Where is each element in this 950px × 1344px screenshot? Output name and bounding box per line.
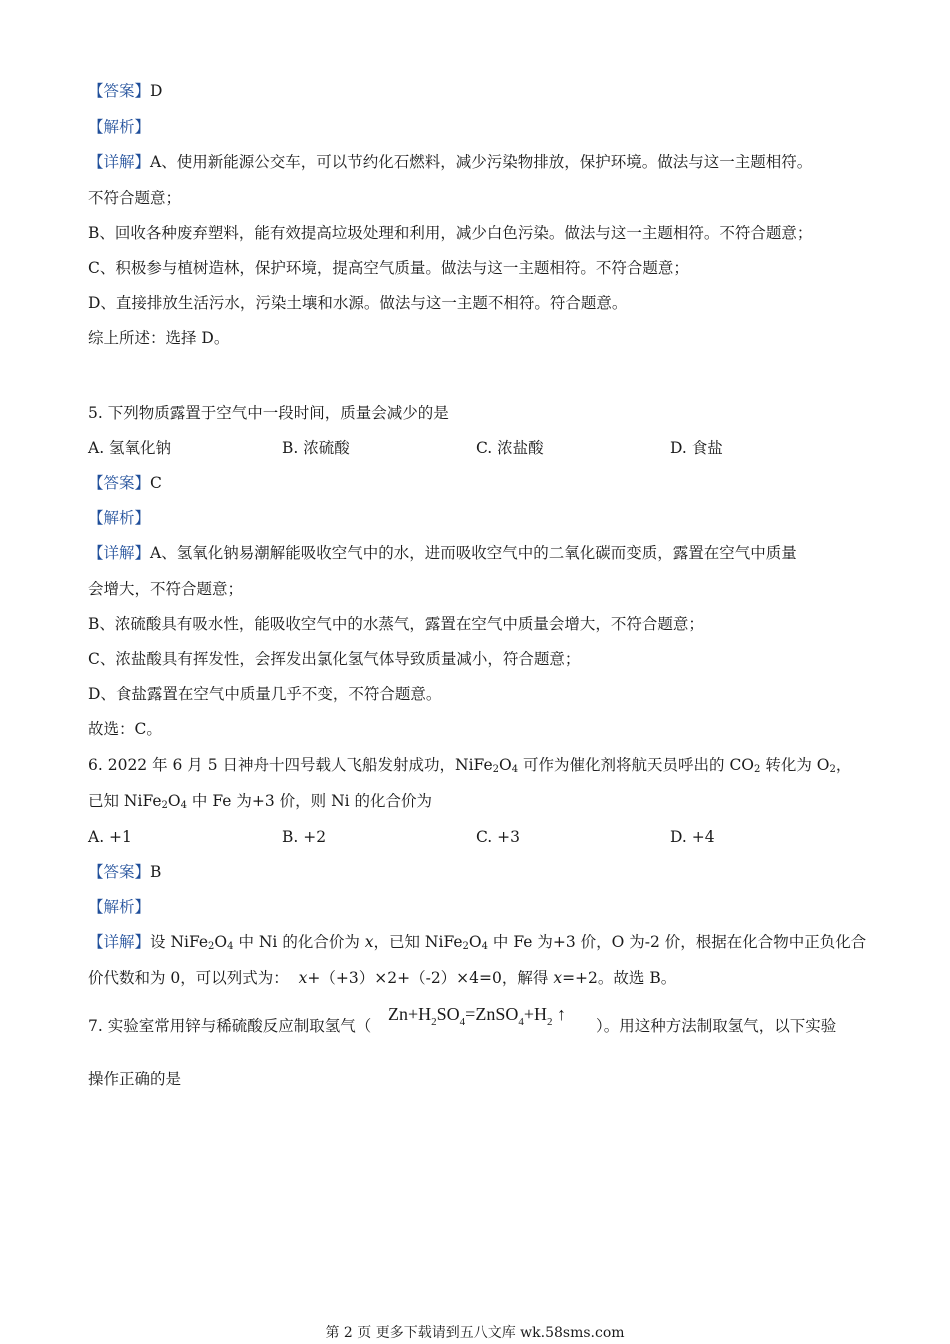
q5-stem: 5. 下列物质露置于空气中一段时间，质量会减少的是	[88, 404, 449, 422]
q7-stem-part-1: 7. 实验室常用锌与稀硫酸反应制取氢气（	[88, 1017, 372, 1035]
q6-option-c: C. +3	[476, 828, 521, 846]
q6-stem-line-1: 6. 2022 年 6 月 5 日神舟十四号载人飞船发射成功，$NiFe_2O_4$ 可作为催化剂将航天员呼出的 $CO_2$ 转化为 $O_2$，	[88, 756, 852, 775]
q4-detail-line-1: 【详解】A、使用新能源公交车，可以节约化石燃料，减少污染物排放，保护环境。做法与这一主题相符。	[88, 153, 813, 171]
detail-tag: 【详解】	[88, 544, 151, 562]
q6-option-a: A. +1	[88, 828, 132, 846]
q5-option-d: D. 食盐	[670, 439, 723, 457]
detail-tag: 【详解】	[88, 933, 151, 951]
q5-detail-line-2: B、浓硫酸具有吸水性，能吸收空气中的水蒸气，露置在空气中质量会增大，不符合题意；	[88, 615, 704, 633]
q6-option-b: B. +2	[282, 828, 327, 846]
q5-analysis-tag: 【解析】	[88, 509, 151, 527]
q4-detail-line-2: B、回收各种废弃塑料，能有效提高垃圾处理和利用，减少白色污染。做法与这一主题相符。不符合题意；	[88, 224, 813, 242]
q4-summary: 综上所述：选择 D。	[88, 329, 230, 347]
q4-detail-line-3: C、积极参与植树造林，保护环境，提高空气质量。做法与这一主题相符。不符合题意；	[88, 259, 689, 277]
q5-option-b: B. 浓硫酸	[282, 439, 350, 457]
q7-stem-line-2: 操作正确的是	[88, 1070, 182, 1088]
q6-analysis-tag: 【解析】	[88, 898, 151, 916]
answer-value: C	[150, 474, 162, 492]
q5-option-a: A. 氢氧化钠	[88, 439, 172, 457]
q6-stem-line-2: 已知 $NiFe_2O_4$ 中 Fe 为+3 价，则 Ni 的化合价为	[88, 792, 433, 811]
q6-answer	[88, 862, 161, 882]
q4-detail-line-4: D、直接排放生活污水，污染土壤和水源。做法与这一主题不相符。符合题意。	[88, 294, 628, 312]
q5-answer	[88, 473, 162, 493]
answer-tag: 【答案】	[88, 474, 151, 492]
q5-detail-line-1b: 会增大，不符合题意；	[88, 580, 244, 598]
reaction-equation: $Zn+H_2SO_4=ZnSO_4+H_2$ ↑	[388, 1004, 566, 1028]
q5-detail-line-1: 【详解】A、氢氧化钠易潮解能吸收空气中的水，进而吸收空气中的二氧化碳而变质，露置在空气中质量	[88, 544, 797, 562]
answer-tag: 【答案】	[88, 863, 151, 881]
q6-detail-line-1: 【详解】设 $NiFe_2O_4$ 中 Ni 的化合价为 x，已知 $NiFe_2O_4$ 中 Fe 为+3 价，O 为-2 价，根据在化合物中正负化合	[88, 933, 867, 952]
q7-stem-part-2: ）。用这种方法制取氢气，以下实验	[596, 1017, 837, 1035]
answer-tag: 【答案】	[88, 82, 151, 100]
q6-detail-line-2: 价代数和为 0，可以列式为： x+（+3）×2+（-2）×4=0，解得 x=+2。故选 B。	[88, 969, 677, 987]
q4-analysis-tag: 【解析】	[88, 118, 151, 136]
q5-summary: 故选：C。	[88, 720, 162, 738]
answer-value: B	[150, 863, 162, 881]
q4-detail-line-1b: 不符合题意；	[88, 189, 182, 207]
q4-answer	[88, 81, 162, 101]
q5-detail-line-3: C、浓盐酸具有挥发性，会挥发出氯化氢气体导致质量减小，符合题意；	[88, 650, 581, 668]
detail-tag: 【详解】	[88, 153, 151, 171]
q5-detail-line-4: D、食盐露置在空气中质量几乎不变，不符合题意。	[88, 685, 442, 703]
q6-option-d: D. +4	[670, 828, 715, 846]
page-footer: 第 2 页 更多下载请到五八文库 wk.58sms.com	[325, 1325, 625, 1341]
q5-option-c: C. 浓盐酸	[476, 439, 544, 457]
answer-value: D	[150, 82, 163, 100]
